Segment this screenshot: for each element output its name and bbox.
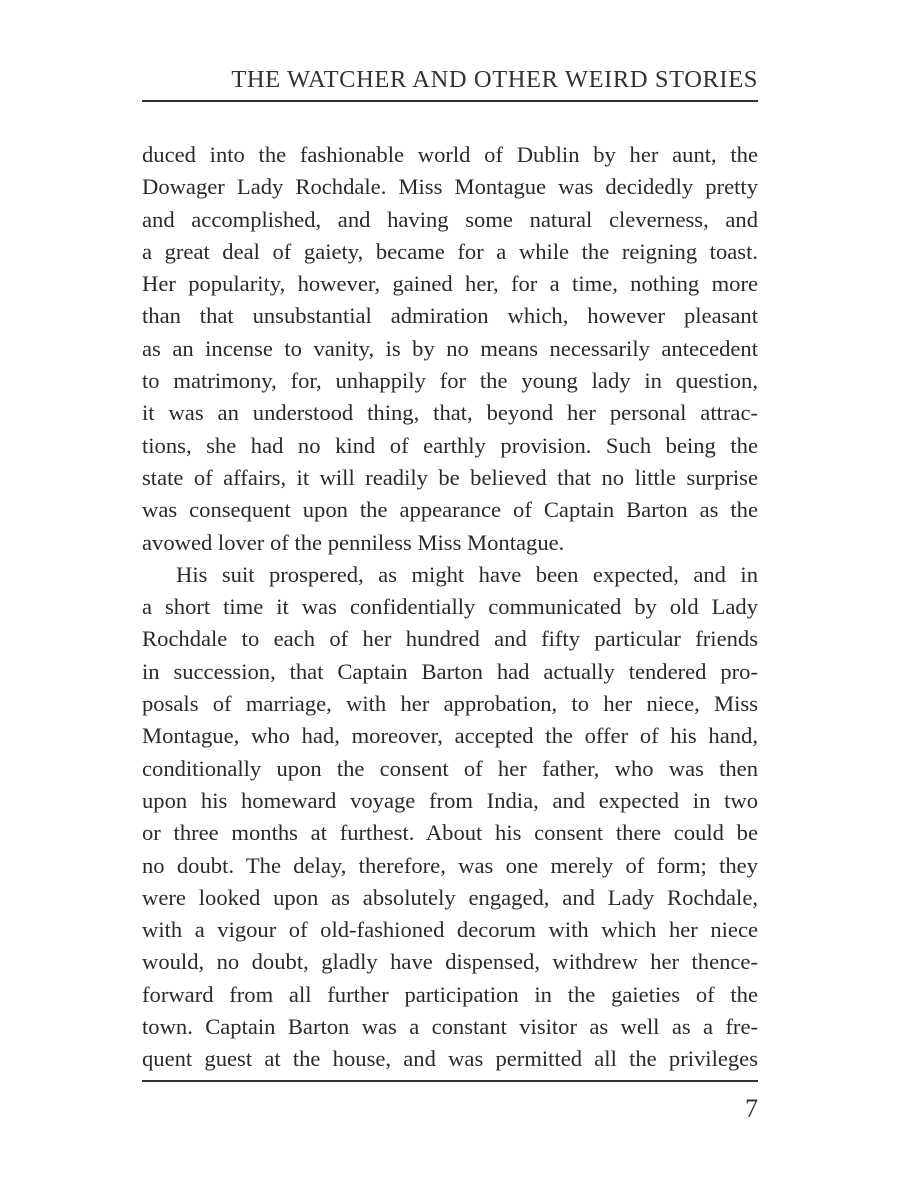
text-line: Her popularity, however, gained her, for a time, nothing more — [142, 271, 758, 297]
text-line: was consequent upon the appearance of Captain Barton as the — [142, 497, 758, 523]
text-line: or three months at furthest. About his consent there could be — [142, 820, 758, 846]
text-line: Dowager Lady Rochdale. Miss Montague was decidedly pretty — [142, 174, 758, 200]
paragraph-1 — [142, 139, 758, 559]
text-line: than that unsubstantial admiration which, however pleasant — [142, 303, 758, 329]
text-line: were looked upon as absolutely engaged, and Lady Rochdale, — [142, 884, 758, 910]
text-line: Montague, who had, moreover, accepted the offer of his hand, — [142, 723, 758, 749]
text-line: no doubt. The delay, therefore, was one merely of form; they — [142, 852, 758, 878]
text-line: town. Captain Barton was a constant visitor as well as a fre- — [142, 1014, 758, 1040]
text-line: tions, she had no kind of earthly provision. Such being the — [142, 432, 758, 458]
body-text — [142, 139, 758, 1076]
text-line: Rochdale to each of her hundred and fifty particular friends — [142, 626, 758, 652]
text-line: His suit prospered, as might have been expected, and in — [176, 561, 758, 587]
running-head-title: THE WATCHER AND OTHER WEIRD STORIES — [231, 66, 758, 93]
text-line: it was an understood thing, that, beyond her personal attrac- — [142, 400, 758, 426]
text-line: upon his homeward voyage from India, and expected in two — [142, 787, 758, 813]
text-line: avowed lover of the penniless Miss Montague. — [142, 529, 565, 555]
text-line: in succession, that Captain Barton had actually tendered pro- — [142, 658, 758, 684]
header-rule — [142, 100, 758, 102]
text-line: with a vigour of old-fashioned decorum with which her niece — [142, 917, 758, 943]
text-line: state of affairs, it will readily be believed that no little surprise — [142, 464, 758, 490]
text-line: posals of marriage, with her approbation, to her niece, Miss — [142, 691, 758, 717]
text-line: as an incense to vanity, is by no means necessarily antecedent — [142, 335, 758, 361]
text-line: duced into the fashionable world of Dublin by her aunt, the — [142, 142, 758, 167]
text-line: would, no doubt, gladly have dispensed, withdrew her thence- — [142, 949, 758, 975]
footer-rule — [142, 1080, 758, 1082]
page-number: 7 — [745, 1094, 758, 1123]
text-line: a short time it was confidentially communicated by old Lady — [142, 594, 758, 620]
text-line: conditionally upon the consent of her father, who was then — [142, 755, 758, 781]
text-line: to matrimony, for, unhappily for the young lady in question, — [142, 368, 758, 394]
text-line: forward from all further participation in the gaieties of the — [142, 981, 758, 1007]
paragraph-2 — [142, 559, 758, 1076]
text-line: quent guest at the house, and was permitted all the privileges — [142, 1046, 758, 1072]
text-line: a great deal of gaiety, became for a while the reigning toast. — [142, 238, 758, 264]
text-line: and accomplished, and having some natural cleverness, and — [142, 206, 758, 232]
